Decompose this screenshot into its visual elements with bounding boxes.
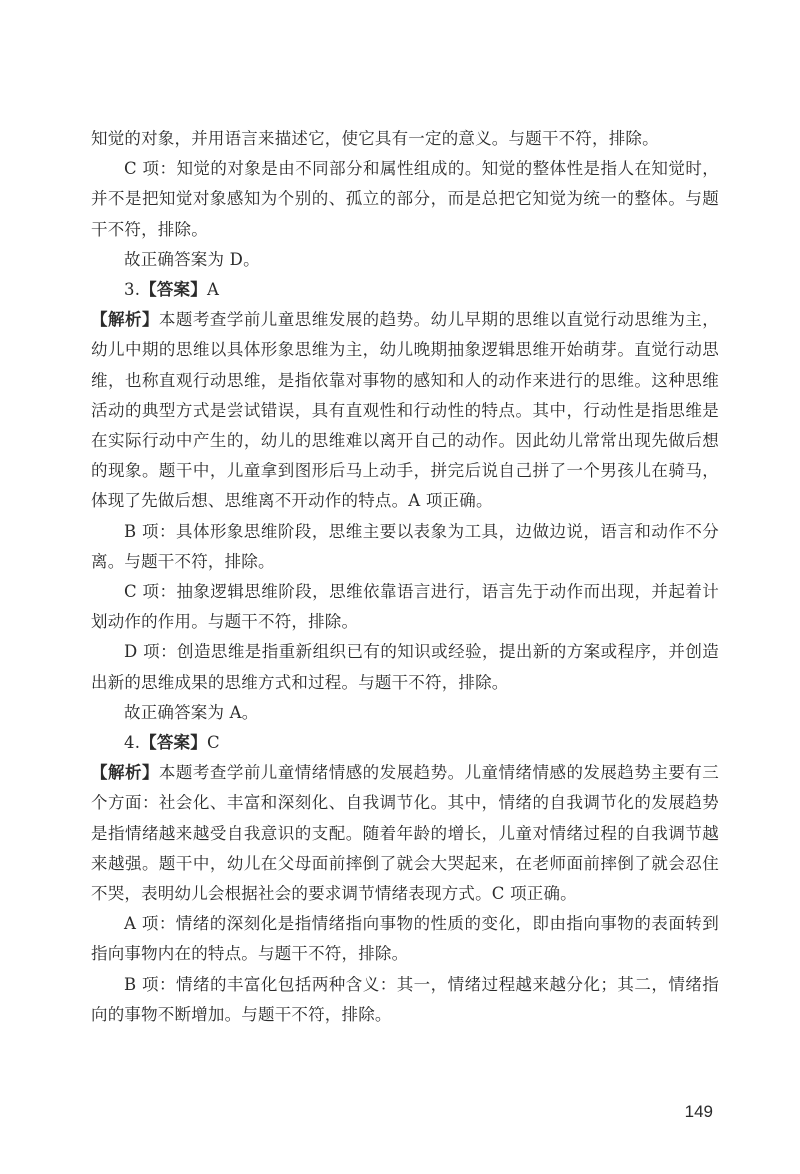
analysis-paragraph-4 <box>91 758 719 909</box>
page-number: 149 <box>684 1102 713 1121</box>
analysis-text: 本题考查学前儿童情绪情感的发展趋势。儿童情绪情感的发展趋势主要有三个方面：社会化、丰富和深刻化、自我调节化。其中，情绪的自我调节化的发展趋势是指情绪越来越受自我意识的支配。随着年龄的增长，儿童对情绪过程的自我调节越来越强。题干中，幼儿在父母面前摔倒了就会大哭起来，在老师面前摔倒了就会忍住不哭，表明幼儿会根据社会的要求调节情绪表现方式。C 项正确。 <box>91 763 719 904</box>
analysis-label: 【解析】 <box>91 310 159 330</box>
answer-label: 【答案】 <box>140 280 207 300</box>
answer-value: A <box>206 280 220 300</box>
analysis-label: 【解析】 <box>91 763 159 783</box>
answer-value: C <box>206 733 220 753</box>
paragraph-conclusion: 故正确答案为 D。 <box>124 249 260 269</box>
paragraph-conclusion: 故正确答案为 A。 <box>124 702 259 722</box>
document-page <box>91 124 719 1030</box>
paragraph-continuation: 知觉的对象，并用语言来描述它，使它具有一定的意义。与题干不符，排除。 <box>91 129 659 148</box>
paragraph-option-b: B 项：具体形象思维阶段，思维主要以表象为工具，边做边说，语言和动作不分离。与题干不符，排除。 <box>91 521 719 571</box>
paragraph-option-a: A 项：情绪的深刻化是指情绪指向事物的性质的变化，即由指向事物的表面转到指向事物内在的特点。与题干不符，排除。 <box>91 914 719 964</box>
paragraph-option-c: C 项：知觉的对象是由不同部分和属性组成的。知觉的整体性是指人在知觉时，并不是把知觉对象感知为个别的、孤立的部分，而是总把它知觉为统一的整体。与题干不符，排除。 <box>91 159 719 239</box>
analysis-text: 本题考查学前儿童思维发展的趋势。幼儿早期的思维以直觉行动思维为主，幼儿中期的思维以具体形象思维为主，幼儿晚期抽象逻辑思维开始萌芽。直觉行动思维，也称直观行动思维，是指依靠对事物的感知和人的动作来进行的思维。这种思维活动的典型方式是尝试错误，具有直观性和行动性的特点。其中，行动性是指思维是在实际行动中产生的，幼儿的思维难以离开自己的动作。因此幼儿常常出现先做后想的现象。题干中，儿童拿到图形后马上动手，拼完后说自己拼了一个男孩儿在骑马，体现了先做后想、思维离不开动作的特点。A 项正确。 <box>91 310 719 511</box>
paragraph-option-b: B 项：情绪的丰富化包括两种含义：其一，情绪过程越来越分化；其二，情绪指向的事物不断增加。与题干不符，排除。 <box>91 974 719 1024</box>
answer-line-3 <box>91 275 719 305</box>
analysis-paragraph-3 <box>91 305 719 516</box>
question-number: 4. <box>124 733 141 753</box>
paragraph-option-c: C 项：抽象逻辑思维阶段，思维依靠语言进行，语言先于动作而出现，并起着计划动作的作用。与题干不符，排除。 <box>91 582 719 632</box>
answer-line-4 <box>91 728 719 758</box>
answer-label: 【答案】 <box>140 733 207 753</box>
question-number: 3. <box>124 280 141 300</box>
paragraph-option-d: D 项：创造思维是指重新组织已有的知识或经验，提出新的方案或程序，并创造出新的思维成果的思维方式和过程。与题干不符，排除。 <box>91 642 719 692</box>
